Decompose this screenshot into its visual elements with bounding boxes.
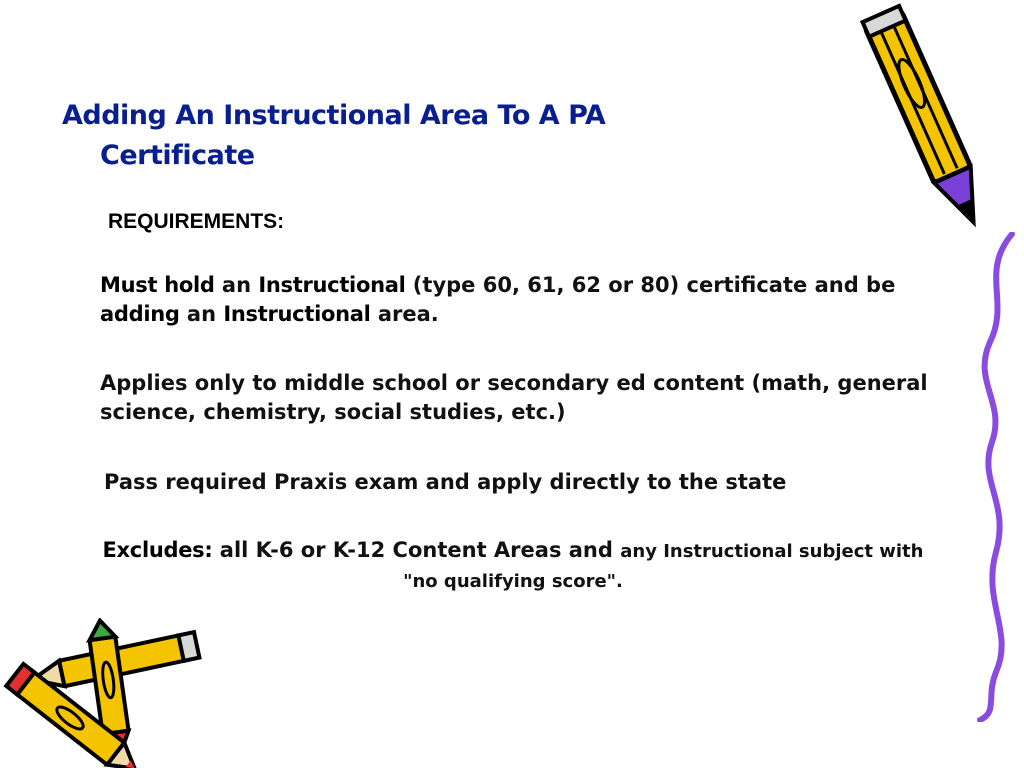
area-text: area.	[370, 302, 439, 326]
requirement-paragraph-1	[100, 271, 950, 329]
excludes-text-large: all K-6 or K-12 Content Areas and	[212, 538, 621, 562]
an-text-2: an	[179, 302, 224, 326]
pencil-icon	[0, 618, 210, 768]
slide-title	[62, 96, 822, 176]
instructional-text-2: Instructional	[223, 302, 371, 326]
pencil-icon	[858, 0, 1008, 245]
title-line-2: Certificate	[100, 140, 255, 171]
must-hold-text: Must hold	[100, 273, 215, 297]
instructional-text-1: Instructional	[258, 273, 406, 297]
requirement-paragraph-3: Pass required Praxis exam and apply directly to the state	[104, 470, 787, 494]
adding-text: adding	[100, 302, 180, 326]
squiggle-line-decoration	[970, 232, 1024, 722]
excludes-text-small: any Instructional subject with "no qualifying score".	[403, 541, 924, 592]
title-line-1: Adding An Instructional Area To A PA	[62, 100, 606, 131]
excludes-paragraph	[88, 536, 938, 596]
requirements-heading: REQUIREMENTS:	[108, 210, 285, 233]
requirement-paragraph-2: Applies only to middle school or secondary ed content (math, general science, chemistry, social studies, etc.)	[100, 371, 928, 424]
certificate-types-text: (type 60, 61, 62 or 80) certificate and be	[405, 273, 896, 297]
excludes-label: Excludes:	[102, 538, 213, 562]
an-text-1: an	[214, 273, 259, 297]
